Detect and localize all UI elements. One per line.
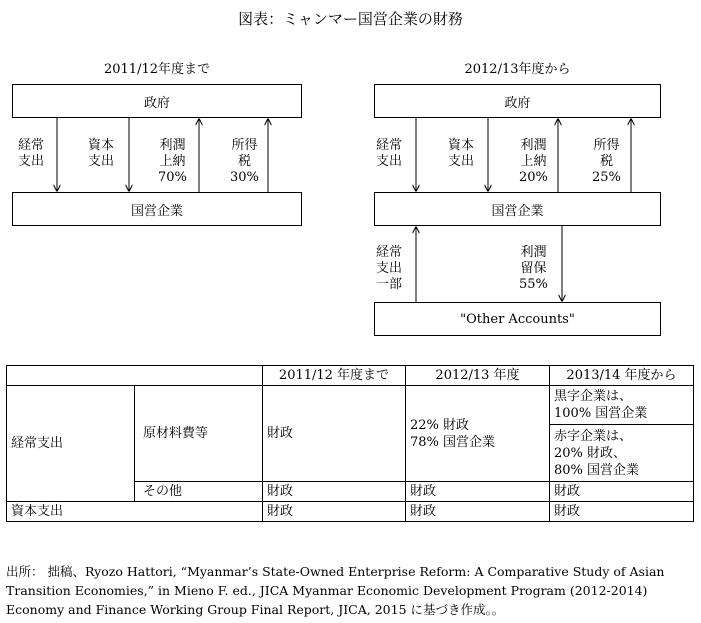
cell-other-2013: 財政 [550,482,694,502]
cell-raw-2012-line2: 78% 国営企業 [410,434,496,450]
table-row [7,502,694,522]
header-2012: 2012/13 年度 [406,366,550,386]
left-label-capital: 資本 支出 [88,138,115,169]
row-label-raw: 原材料費等 [135,386,263,482]
row-label-capital: 資本支出 [7,502,263,522]
right-label-retained: 利潤 留保 55% [519,245,548,292]
cell-raw-2011: 財政 [263,386,406,482]
table-corner-cell [7,366,263,386]
cell-capital-2013: 財政 [550,502,694,522]
left-soe-box: 国営企業 [12,192,302,226]
cell-capital-2012: 財政 [406,502,550,522]
cell-raw-2013-red-line1: 赤字企業は、 [554,428,633,444]
row-label-current: 経常支出 [7,386,135,502]
cell-raw-2013-red-line3: 80% 国営企業 [554,462,640,478]
right-label-current: 経常 支出 [376,138,403,169]
left-label-current: 経常 支出 [18,138,45,169]
left-label-tax: 所得 税 30% [230,138,259,185]
cell-raw-2013-black-line2: 100% 国営企業 [554,406,648,421]
left-label-profit: 利潤 上納 70% [158,138,187,185]
figure-title: 図表：ミャンマー国営企業の財務 [238,10,463,28]
other-accounts-box: "Other Accounts" [374,302,661,336]
right-label-profit: 利潤 上納 20% [519,138,548,185]
right-soe-box: 国営企業 [374,192,661,226]
cell-raw-2013-red-line2: 20% 財政、 [554,445,627,461]
cell-raw-2013-black [550,386,694,425]
header-2011: 2011/12 年度まで [263,366,406,386]
cell-other-2011: 財政 [263,482,406,502]
right-gov-box: 政府 [374,84,661,118]
cell-other-2012: 財政 [406,482,550,502]
header-2013: 2013/14 年度から [550,366,694,386]
cell-raw-2012-line1: 22% 財政 [410,417,470,433]
table-header-row [7,366,694,386]
cell-raw-2013-red [550,425,694,482]
right-label-tax: 所得 税 25% [592,138,621,185]
table-row [7,386,694,425]
row-label-other: その他 [135,482,263,502]
cell-raw-2013-black-line1: 黒字企業は、 [554,389,633,404]
left-heading: 2011/12年度まで [103,62,210,77]
cell-raw-2012 [406,386,550,482]
right-label-current-part: 経常 支出 一部 [376,245,403,292]
left-gov-box: 政府 [12,84,302,118]
finance-table [6,365,694,522]
cell-capital-2011: 財政 [263,502,406,522]
right-label-capital: 資本 支出 [448,138,475,169]
right-heading: 2012/13年度から [464,62,571,77]
source-note: 出所： 拙稿、Ryozo Hattori, “Myanmar’s State-Owned Enterprise Reform: A Comparative Study of Asian Transition Economies,” in Mieno F. ed., JICA Myanmar Economic Development Program (2012-2014) Economy and Finance Working Group Final Report, JICA, 2015 に基づき作成。。 [6,564,665,617]
